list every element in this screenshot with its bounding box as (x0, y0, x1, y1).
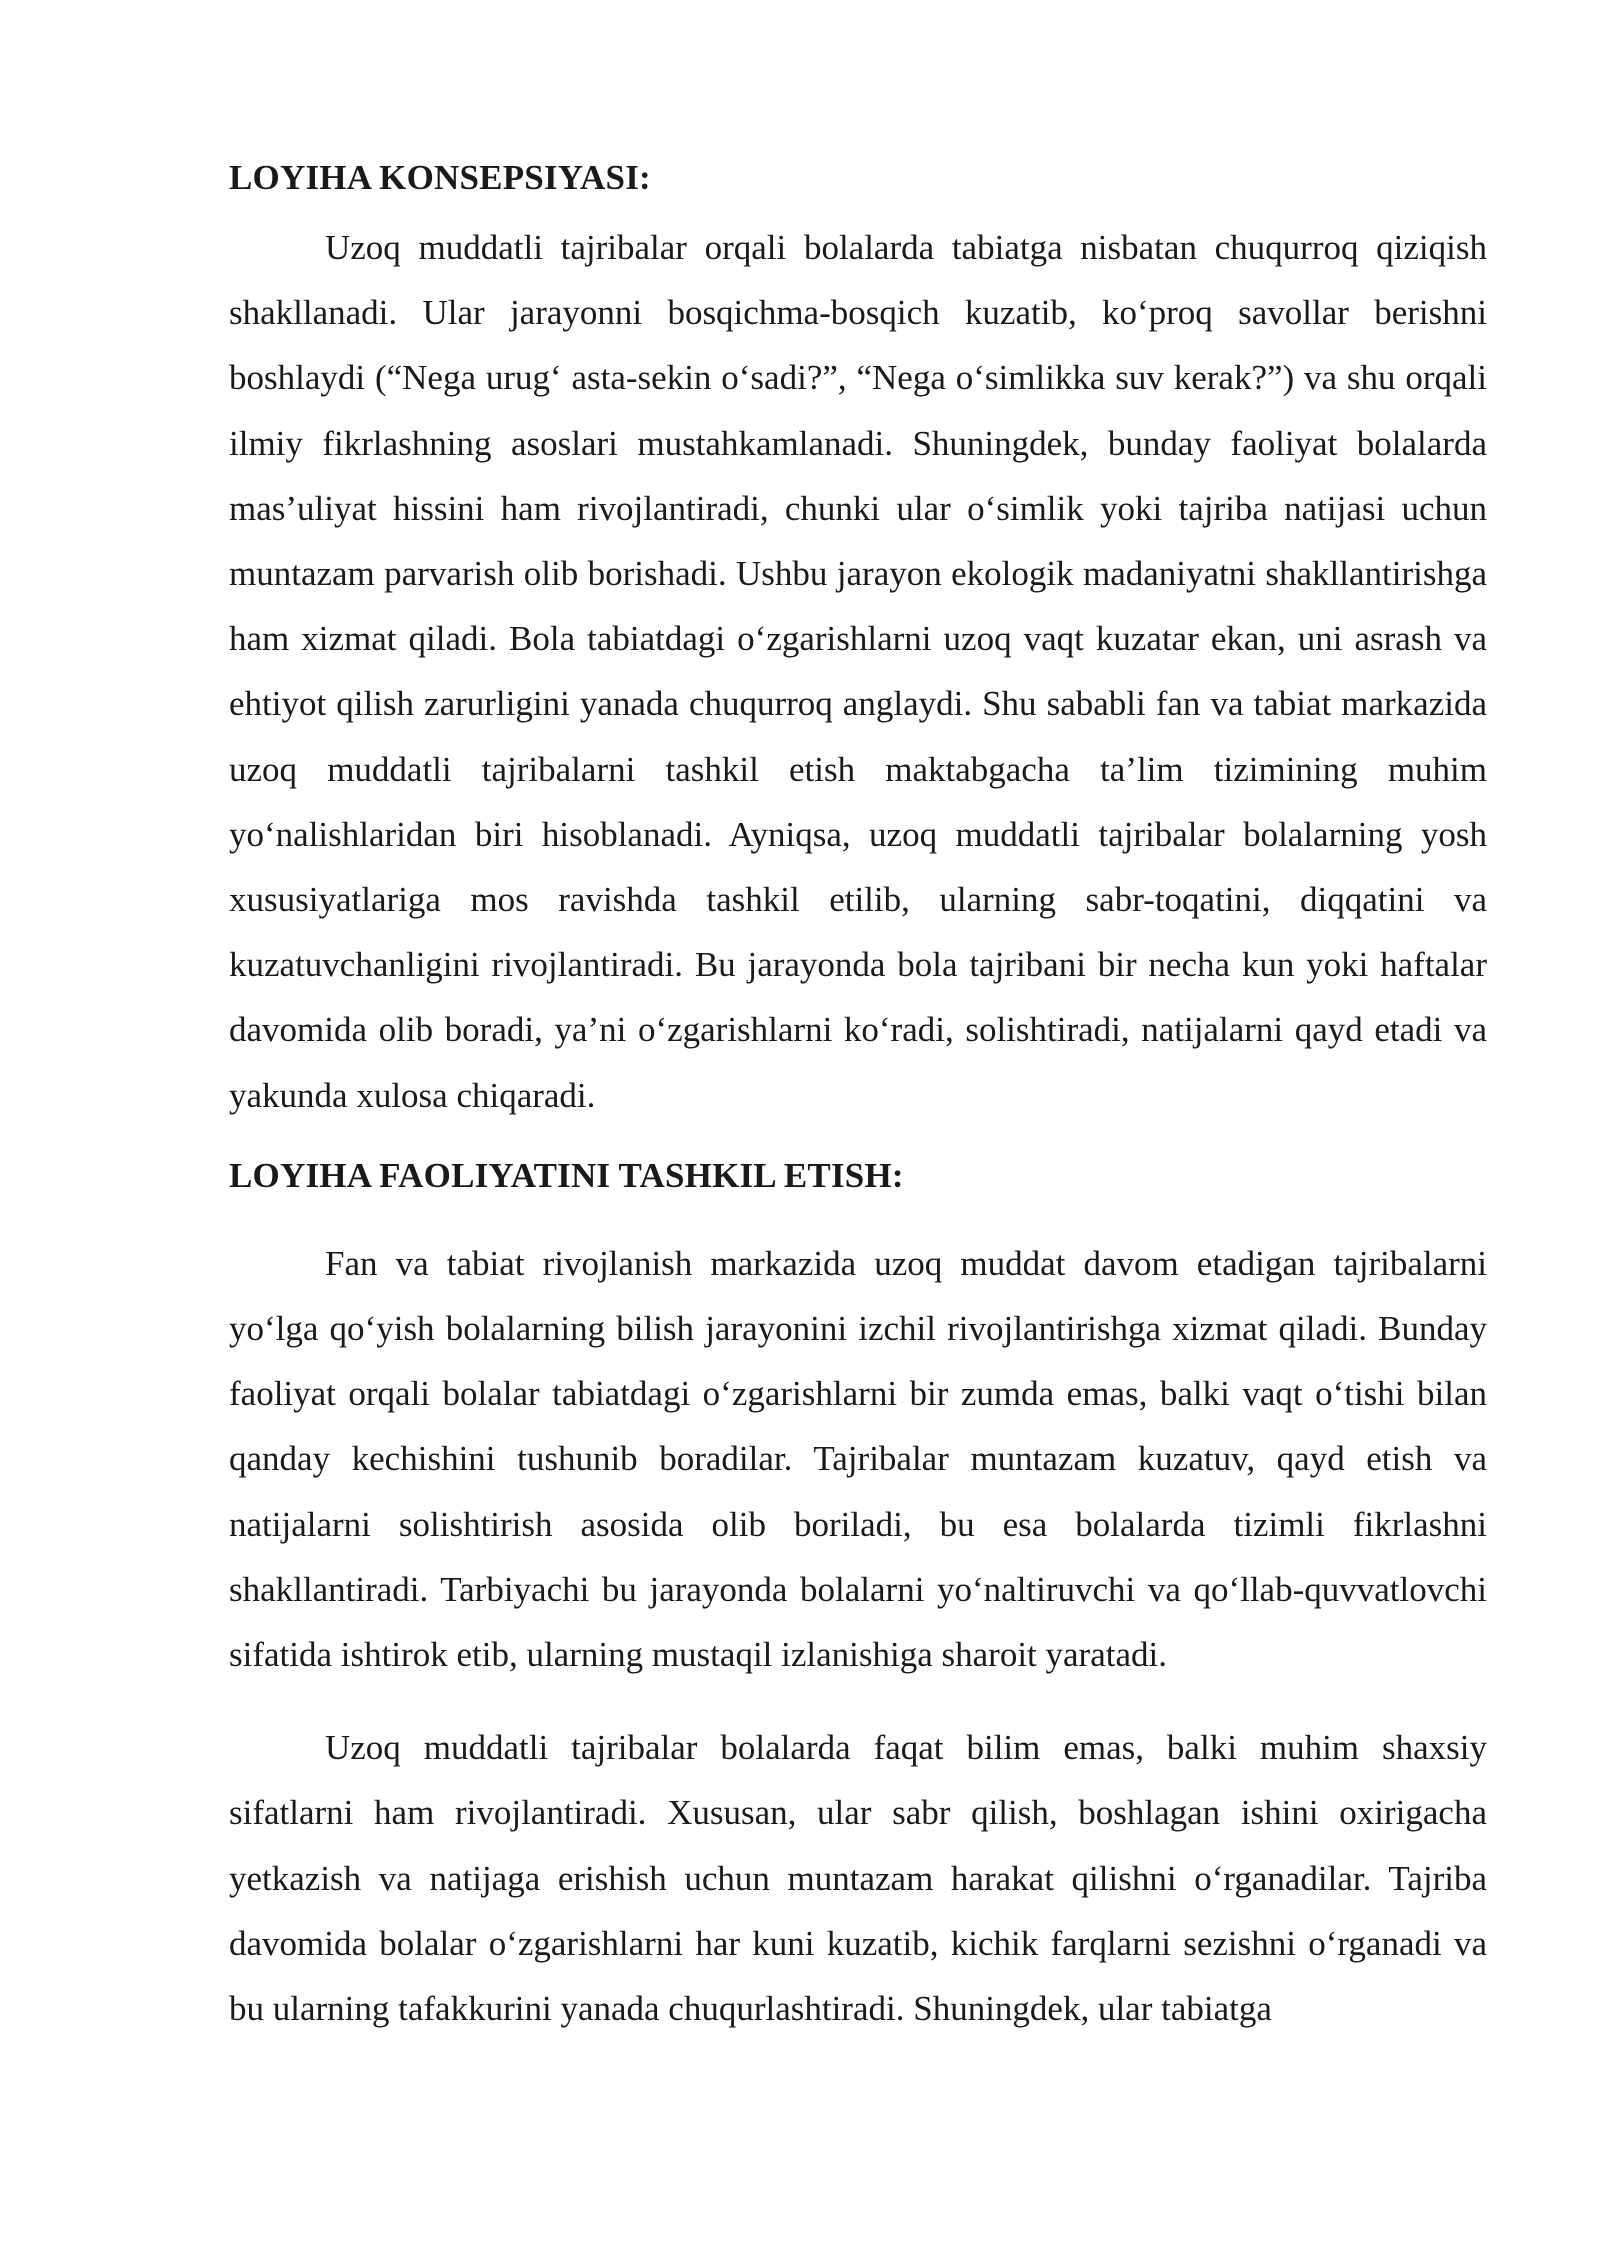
section-heading-concept: LOYIHA KONSEPSIYASI: (229, 158, 651, 197)
paragraph-organization-1: Fan va tabiat rivojlanish markazida uzoq muddat davom etadigan tajribalarni yo‘lga qo‘yish bolalarning bilish jarayonini izchil rivojlantirishga xizmat qiladi. Bunday faoliyat orqali bolalar tabiatdagi o‘zgarishlarni bir zumda emas, balki vaqt o‘tishi bilan qanday kechishini tushunib boradilar. Tajribalar muntazam kuzatuv, qayd etish va natijalarni solishtirish asosida olib boriladi, bu esa bolalarda tizimli fikrlashni shakllantiradi. Tarbiyachi bu jarayonda bolalarni yo‘naltiruvchi va qo‘llab-quvvatlovchi sifatida ishtirok etib, ularning mustaqil izlanishiga sharoit yaratadi. (229, 1243, 1487, 1675)
section-heading-organization: LOYIHA FAOLIYATINI TASHKIL ETISH: (229, 1155, 904, 1195)
document-page (229, 150, 1487, 2041)
paragraph-organization-2: Uzoq muddatli tajribalar bolalarda faqat bilim emas, balki muhim shaxsiy sifatlarni ham rivojlantiradi. Xususan, ular sabr qilish, boshlagan ishini oxirigacha yetkazish va natijaga erishish uchun muntazam harakat qilishni o‘rganadilar. Tajriba davomida bolalar o‘zgarishlarni har kuni kuzatib, kichik farqlarni sezishni o‘rganadi va bu ularning tafakkurini yanada chuqurlashtiradi. Shuningdek, ular tabiatga (229, 1728, 1487, 2029)
paragraph-concept: Uzoq muddatli tajribalar orqali bolalarda tabiatga nisbatan chuqurroq qiziqish shakllanadi. Ular jarayonni bosqichma-bosqich kuzatib, ko‘proq savollar berishni boshlaydi (“Nega urug‘ asta-sekin o‘sadi?”, “Nega o‘simlikka suv kerak?”) va shu orqali ilmiy fikrlashning asoslari mustahkamlanadi. Shuningdek, bunday faoliyat bolalarda mas’uliyat hissini ham rivojlantiradi, chunki ular o‘simlik yoki tajriba natijasi uchun muntazam parvarish olib borishadi. Ushbu jarayon ekologik madaniyatni shakllantirishga ham xizmat qiladi. Bola tabiatdagi o‘zgarishlarni uzoq vaqt kuzatar ekan, uni asrash va ehtiyot qilish zarurligini yanada chuqurroq anglaydi. Shu sababli fan va tabiat markazida uzoq muddatli tajribalarni tashkil etish maktabgacha ta’lim tizimining muhim yo‘nalishlaridan biri hisoblanadi. Ayniqsa, uzoq muddatli tajribalar bolalarning yosh xususiyatlariga mos ravishda tashkil etilib, ularning sabr-toqatini, diqqatini va kuzatuvchanligini rivojlantiradi. Bu jarayonda bola tajribani bir necha kun yoki haftalar davomida olib boradi, ya’ni o‘zgarishlarni ko‘radi, solishtiradi, natijalarni qayd etadi va yakunda xulosa chiqaradi. (229, 228, 1487, 1115)
